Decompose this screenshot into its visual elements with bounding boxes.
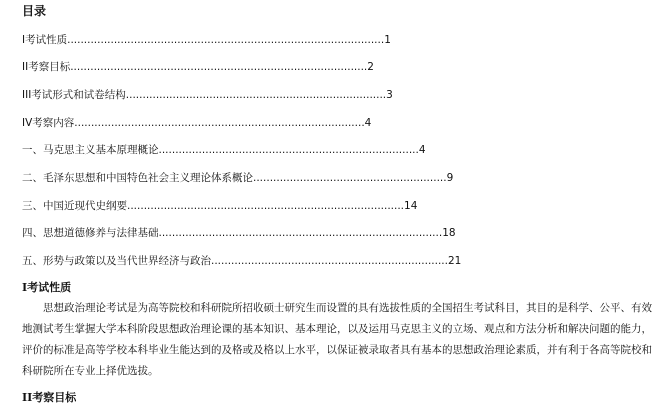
toc-page-number: 21 xyxy=(447,255,462,267)
toc-entry-6[interactable] xyxy=(22,170,452,186)
toc-leader-dots: ....................................................................... xyxy=(211,255,448,267)
toc-entry-label: II考察目标 xyxy=(22,61,71,73)
toc-page-number: 18 xyxy=(442,227,456,239)
toc-title: 目录 xyxy=(22,4,47,18)
toc-entry-1[interactable] xyxy=(22,32,412,48)
toc-entry-label: 一、马克思主义基本原理概论 xyxy=(22,144,159,156)
toc-page-number: 14 xyxy=(404,200,418,212)
toc-entry-label: III考试形式和试卷结构 xyxy=(22,89,126,101)
toc-leader-dots: ..................................................................................... xyxy=(158,227,443,239)
toc-leader-dots: ......................................................................................... xyxy=(70,61,368,73)
toc-page-number: 3 xyxy=(386,89,393,101)
toc-entry-label: I考试性质 xyxy=(22,34,68,46)
section-heading: I考试性质 xyxy=(22,281,72,294)
body-paragraph: 思想政治理论考试是为高等院校和科研院所招收硕士研究生而设置的具有选拔性质的全国招生考试科目，其目的是科学、公平、有效地测试考生掌握大学本科阶段思想政治理论课的基本知识、基本理论，以及运用马克思主义的立场、观点和方法分析和解决问题的能力，评价的标准是高等学校本科毕业生能达到的及格或及格以上水平，以保证被录取者具有基本的思想政治理论素质，并有利于各高等院校和科研院所在专业上择优选拔。 xyxy=(22,302,652,377)
toc-page-number: 9 xyxy=(446,172,454,184)
toc-leader-dots: ............................................................................................... xyxy=(67,34,385,46)
toc-leader-dots: ....................................................................................... xyxy=(74,117,365,129)
toc-entry-2[interactable] xyxy=(22,59,406,75)
toc-entry-7[interactable] xyxy=(22,198,432,214)
toc-entry-3[interactable] xyxy=(22,87,420,103)
toc-entry-9[interactable] xyxy=(22,253,462,269)
toc-page-number: 2 xyxy=(367,61,374,73)
toc-leader-dots: .......................................................... xyxy=(253,172,447,184)
toc-entry-4[interactable] xyxy=(22,115,414,131)
toc-entry-label: 四、思想道德修养与法律基础 xyxy=(22,227,159,239)
toc-leader-dots: .............................................................................. xyxy=(125,89,387,101)
toc-entry-label: 三、中国近现代史纲要 xyxy=(22,200,127,212)
section-heading: II考察目标 xyxy=(22,391,77,404)
toc-leader-dots: .............................................................................. xyxy=(158,144,419,156)
toc-entry-5[interactable] xyxy=(22,142,434,158)
toc-leader-dots: ................................................................................... xyxy=(127,200,405,212)
toc-page-number: 4 xyxy=(418,144,426,156)
toc-entry-label: 五、形势与政策以及当代世界经济与政治 xyxy=(22,255,211,267)
toc-entry-8[interactable] xyxy=(22,225,456,241)
toc-entry-label: 二、毛泽东思想和中国特色社会主义理论体系概论 xyxy=(22,172,253,184)
toc-page-number: 1 xyxy=(384,34,391,46)
toc-entry-label: IV考察内容 xyxy=(22,117,75,129)
toc-page-number: 4 xyxy=(364,117,372,129)
